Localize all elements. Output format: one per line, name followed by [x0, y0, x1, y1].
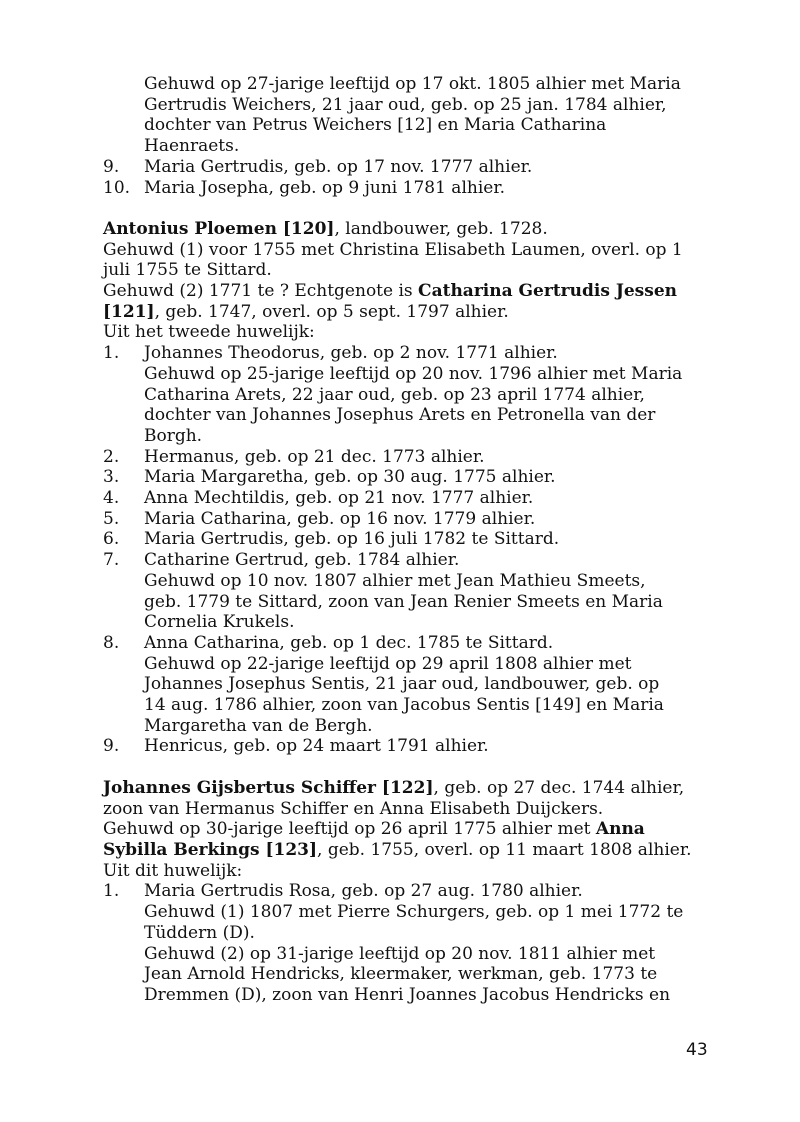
list-item [103, 509, 703, 530]
continuation-block [103, 74, 703, 157]
children-intro: Uit het tweede huwelijk: [103, 322, 315, 343]
list-number: 9. [103, 156, 120, 177]
children-list [103, 343, 703, 757]
list-item [103, 550, 703, 633]
list-text: 14 aug. 1786 alhier, zoon van Jacobus Sentis [149] en Maria [144, 695, 664, 716]
list-text: Anna Mechtildis, geb. op 21 nov. 1777 alhier. [144, 488, 534, 509]
list-number: 7. [103, 550, 120, 571]
head-name: Antonius Ploemen [120] [103, 218, 335, 239]
family-entry-ploemen [103, 219, 703, 757]
list-number: 6. [103, 529, 120, 550]
marriage-line: Gehuwd (1) voor 1755 met Christina Elisabeth Laumen, overl. op 1 [103, 239, 683, 260]
family-heading [103, 219, 703, 240]
list-number: 5. [103, 508, 120, 529]
list-number: 2. [103, 446, 120, 467]
parents-line: zoon van Hermanus Schiffer en Anna Elisabeth Duijckers. [103, 798, 604, 819]
list-number: 1. [103, 881, 120, 902]
list-text: dochter van Johannes Josephus Arets en Petronella van der [144, 405, 656, 426]
list-text: Maria Josepha, geb. op 9 juni 1781 alhier. [144, 177, 505, 198]
text-line: dochter van Petrus Weichers [12] en Maria Catharina [144, 115, 607, 136]
spouse-name-cont: Sybilla Berkings [123] [103, 839, 318, 860]
list-text: Borgh. [144, 425, 203, 446]
list-item [103, 178, 703, 199]
list-text: Maria Margaretha, geb. op 30 aug. 1775 alhier. [144, 467, 556, 488]
list-text: Tüddern (D). [144, 922, 255, 943]
spouse-name: Anna [595, 819, 645, 840]
head-details: , landbouwer, geb. 1728. [334, 218, 548, 239]
list-text: Margaretha van de Bergh. [144, 715, 373, 736]
list-item [103, 881, 703, 1005]
list-text: Maria Catharina, geb. op 16 nov. 1779 alhier. [144, 508, 536, 529]
list-text: Gehuwd op 22-jarige leeftijd op 29 april 1808 alhier met [144, 653, 632, 674]
document-page [103, 74, 703, 1006]
marriage-line: Gehuwd (2) 1771 te ? Echtgenote is Catharina Gertrudis Jessen [103, 281, 677, 302]
list-text: Jean Arnold Hendricks, kleermaker, werkman, geb. 1773 te [144, 964, 658, 985]
spouse-name: Catharina Gertrudis Jessen [418, 281, 677, 302]
list-text: Gehuwd (1) 1807 met Pierre Schurgers, geb. op 1 mei 1772 te [144, 902, 684, 923]
family-entry-schiffer [103, 778, 703, 1006]
list-text: Dremmen (D), zoon van Henri Joannes Jacobus Hendricks en [144, 984, 671, 1005]
marriage-line: juli 1755 te Sittard. [103, 260, 272, 281]
list-number: 8. [103, 632, 120, 653]
list-number: 9. [103, 736, 120, 757]
head-details: , geb. op 27 dec. 1744 alhier, [433, 777, 685, 798]
spacer [103, 198, 703, 219]
text-line: Haenraets. [144, 136, 240, 157]
spouse-id: [121] [103, 301, 155, 322]
children-list [103, 881, 703, 1005]
list-number: 4. [103, 488, 120, 509]
family-heading [103, 778, 703, 799]
list-text: Maria Gertrudis, geb. op 16 juli 1782 te Sittard. [144, 529, 560, 550]
list-text: Catharina Arets, 22 jaar oud, geb. op 23 april 1774 alhier, [144, 384, 645, 405]
list-text: Henricus, geb. op 24 maart 1791 alhier. [144, 736, 489, 757]
text-line: Gertrudis Weichers, 21 jaar oud, geb. op 25 jan. 1784 alhier, [144, 94, 667, 115]
list-text: Catharine Gertrud, geb. 1784 alhier. [144, 550, 460, 571]
list-item [103, 736, 703, 757]
list-item [103, 157, 703, 178]
page-number: 43 [686, 1040, 708, 1060]
list-item [103, 488, 703, 509]
list-text: Gehuwd op 25-jarige leeftijd op 20 nov. 1796 alhier met Maria [144, 363, 683, 384]
marriage-line: [121], geb. 1747, overl. op 5 sept. 1797 alhier. [103, 301, 509, 322]
list-text: geb. 1779 te Sittard, zoon van Jean Renier Smeets en Maria [144, 591, 663, 612]
list-item [103, 343, 703, 447]
list-number: 3. [103, 467, 120, 488]
list-number: 10. [103, 177, 131, 198]
list-text: Gehuwd op 10 nov. 1807 alhier met Jean Mathieu Smeets, [144, 570, 646, 591]
list-text: Cornelia Krukels. [144, 612, 295, 633]
list-text: Gehuwd (2) op 31-jarige leeftijd op 20 nov. 1811 alhier met [144, 943, 656, 964]
text-line: Gehuwd op 27-jarige leeftijd op 17 okt. 1805 alhier met Maria [144, 74, 681, 94]
list-item [103, 633, 703, 737]
marriage-line: Gehuwd op 30-jarige leeftijd op 26 april 1775 alhier met Anna [103, 819, 645, 840]
list-text: Johannes Josephus Sentis, 21 jaar oud, landbouwer, geb. op [144, 674, 660, 695]
list-item [103, 467, 703, 488]
head-name: Johannes Gijsbertus Schiffer [122] [103, 777, 434, 798]
list-text: Maria Gertrudis, geb. op 17 nov. 1777 alhier. [144, 156, 533, 177]
marriage-line: Sybilla Berkings [123], geb. 1755, overl. op 11 maart 1808 alhier. [103, 839, 692, 860]
children-intro: Uit dit huwelijk: [103, 860, 243, 881]
spacer [103, 757, 703, 778]
list-text: Anna Catharina, geb. op 1 dec. 1785 te Sittard. [144, 632, 554, 653]
list-number: 1. [103, 343, 120, 364]
list-text: Johannes Theodorus, geb. op 2 nov. 1771 alhier. [144, 343, 558, 364]
list-item [103, 447, 703, 468]
list-text: Maria Gertrudis Rosa, geb. op 27 aug. 1780 alhier. [144, 881, 583, 902]
list-text: Hermanus, geb. op 21 dec. 1773 alhier. [144, 446, 485, 467]
list-item [103, 529, 703, 550]
